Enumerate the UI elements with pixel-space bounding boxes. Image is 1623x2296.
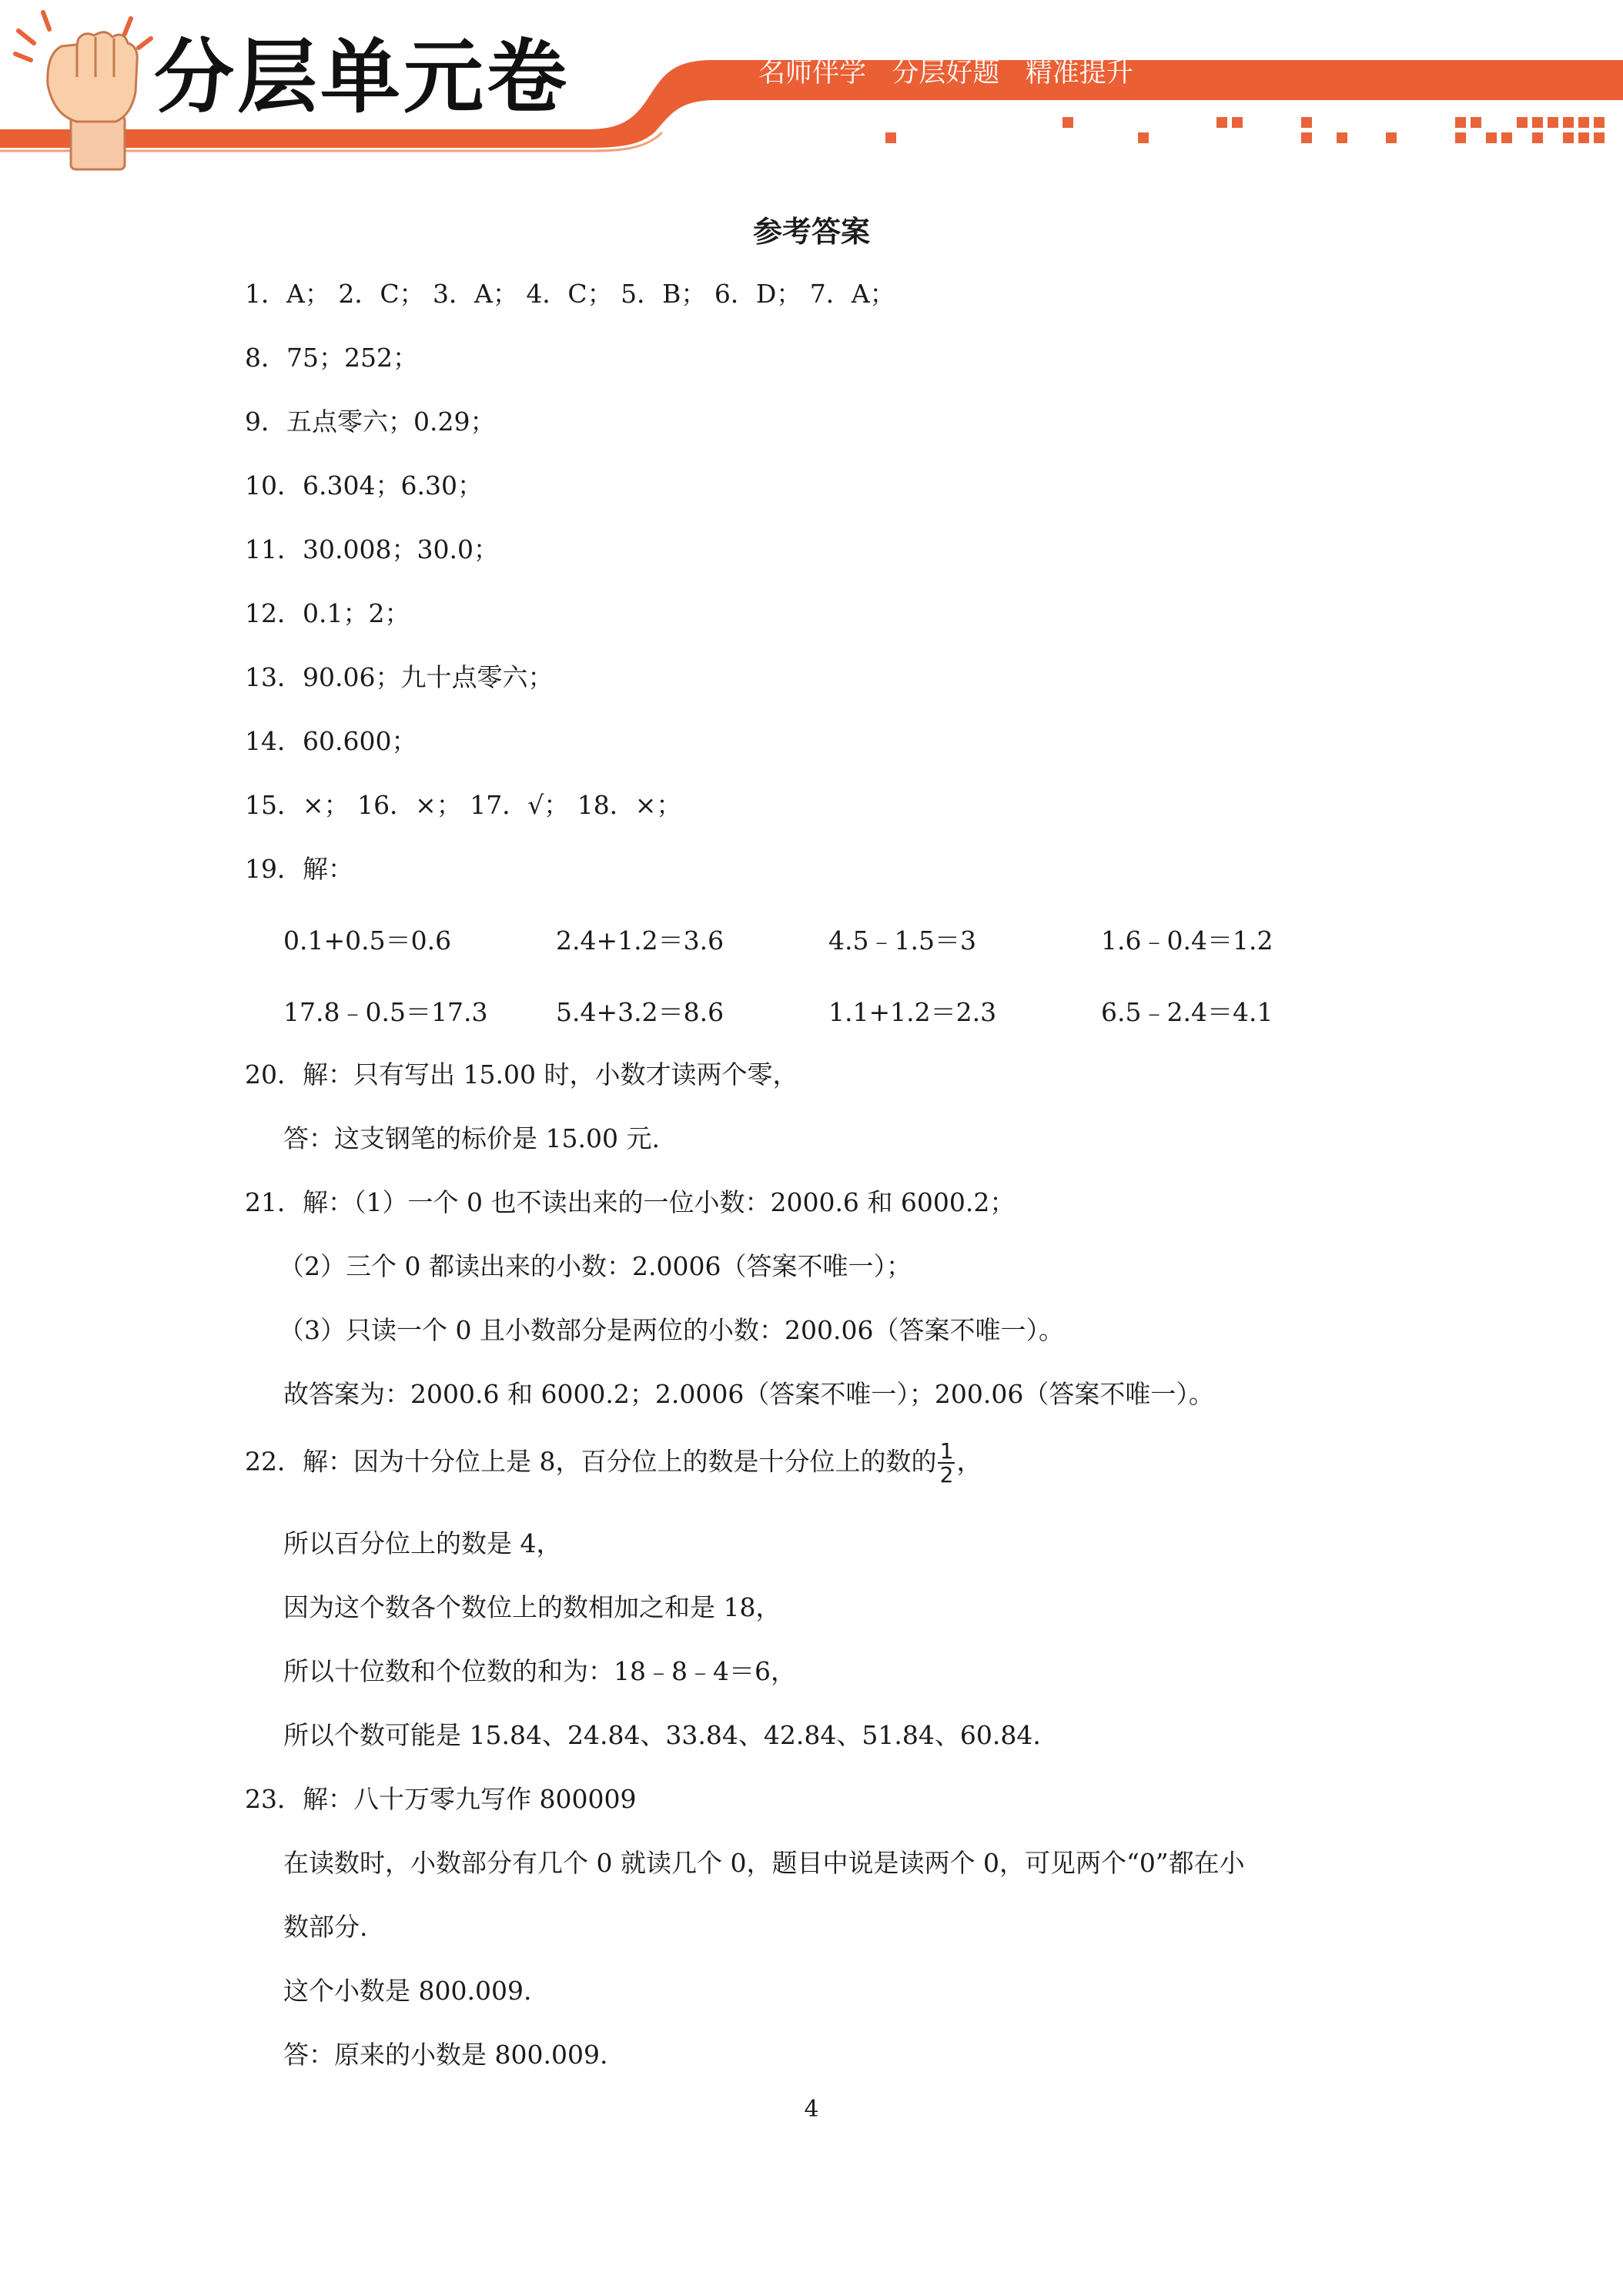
answer-15-18: 15．×； 16．×； 17．√； 18．×； (245, 790, 682, 820)
answer-20-line: 答：这支钢笔的标价是 15.00 元. (283, 1123, 660, 1153)
calc-item: 17.8﹣0.5＝17.3 (283, 997, 488, 1027)
fraction-numerator: 1 (939, 1438, 954, 1464)
answer-22-line: 所以十位数和个位数的和为：18﹣8﹣4＝6， (283, 1656, 796, 1686)
answer-9: 9．五点零六；0.29； (245, 407, 496, 437)
page-number: 4 (804, 2096, 819, 2123)
answer-21-line: （3）只读一个 0 且小数部分是两位的小数：200.06（答案不唯一）。 (279, 1315, 1064, 1345)
calc-item: 1.6﹣0.4＝1.2 (1101, 925, 1273, 956)
calc-item: 5.4+3.2＝8.6 (556, 997, 724, 1027)
calc-item: 4.5﹣1.5＝3 (828, 925, 976, 956)
answer-20-line: 20．解：只有写出 15.00 时，小数才读两个零， (245, 1059, 798, 1089)
answer-8: 8．75；252； (245, 343, 418, 373)
answer-22-line: 因为这个数各个数位上的数相加之和是 18， (283, 1592, 781, 1622)
header-banner (0, 0, 1623, 177)
answer-13: 13．90.06；九十点零六； (245, 662, 554, 692)
answer-22-line: 所以个数可能是 15.84、24.84、33.84、42.84、51.84、60.84. (283, 1720, 1041, 1750)
calc-item: 1.1+1.2＝2.3 (828, 997, 997, 1027)
answer-11: 11．30.008；30.0； (245, 534, 499, 564)
calc-item: 0.1+0.5＝0.6 (283, 925, 452, 956)
answer-12: 12．0.1；2； (245, 598, 410, 628)
calc-item: 6.5﹣2.4＝4.1 (1101, 997, 1273, 1027)
answer-23-line: 数部分. (283, 1912, 368, 1942)
answer-23-line: 答：原来的小数是 800.009. (283, 2040, 608, 2070)
answer-23-line: 这个小数是 800.009. (283, 1976, 532, 2006)
answer-10: 10．6.304；6.30； (245, 470, 483, 500)
answer-22-line: 所以百分位上的数是 4， (283, 1528, 562, 1558)
brand-slogan: 名师伴学 分层好题 精准提升 (758, 58, 1133, 89)
answer-19-heading: 19．解： (245, 854, 353, 884)
answer-22-punct: ， (956, 1446, 982, 1477)
answer-14: 14．60.600； (245, 726, 417, 756)
answer-1-7: 1．A； 2．C； 3．A； 4．C； 5．B； 6．D； 7．A； (245, 279, 895, 309)
answer-23-line: 在读数时，小数部分有几个 0 就读几个 0，题目中说是读两个 0，可见两个“0”都在小 (283, 1848, 1245, 1878)
brand-title: 分层单元卷 (154, 30, 571, 124)
decorative-squares (885, 117, 1605, 143)
answer-23-line: 23．解：八十万零九写作 800009 (245, 1784, 637, 1814)
answer-21-line: 故答案为：2000.6 和 6000.2；2.0006（答案不唯一）；200.06（答案不唯一）。 (283, 1379, 1214, 1409)
calc-item: 2.4+1.2＝3.6 (556, 925, 724, 956)
fraction-denominator: 2 (939, 1462, 954, 1488)
answer-21-line: （2）三个 0 都读出来的小数：2.0006（答案不唯一）； (279, 1251, 912, 1281)
answer-22-text: 22．解：因为十分位上是 8，百分位上的数是十分位上的数的 (245, 1446, 937, 1477)
answer-22-first-line (245, 1440, 982, 1487)
document-title: 参考答案 (752, 215, 870, 249)
answer-21-line: 21．解：（1）一个 0 也不读出来的一位小数：2000.6 和 6000.2； (245, 1187, 1016, 1217)
fraction (938, 1440, 955, 1487)
